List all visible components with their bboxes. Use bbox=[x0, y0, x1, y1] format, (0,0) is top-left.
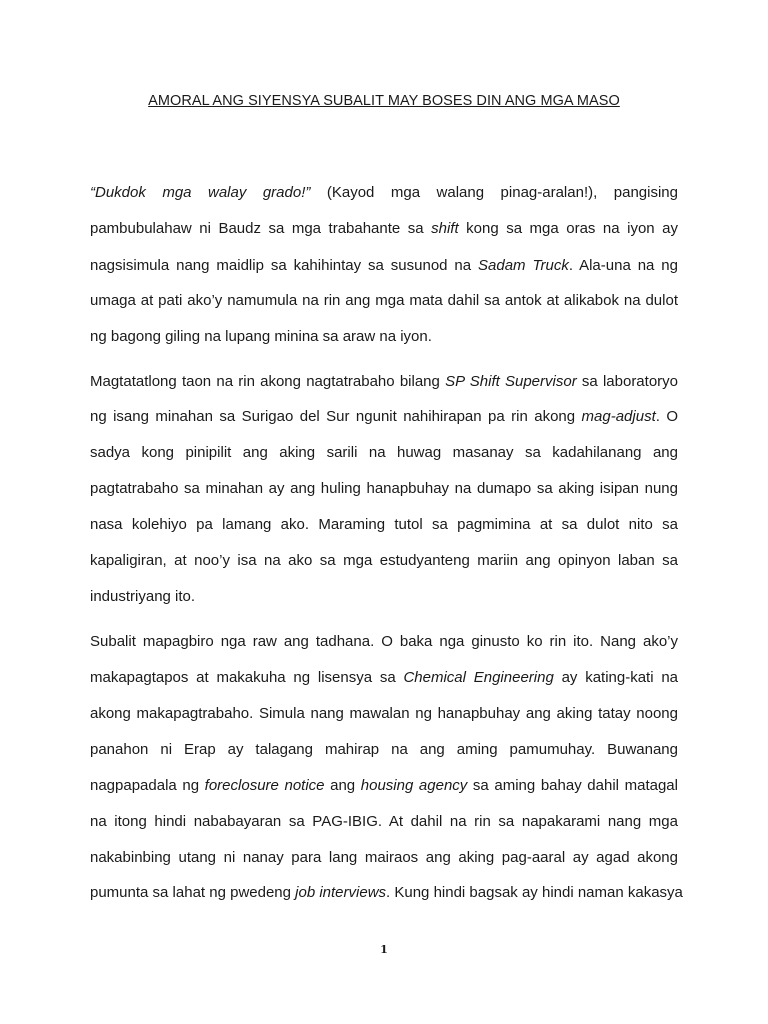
paragraph-1-line-2 bbox=[90, 219, 678, 239]
paragraph-1-line-4 bbox=[90, 291, 678, 311]
paragraph-2-line-1 bbox=[90, 372, 678, 392]
text-run: ay kating-kati na bbox=[553, 669, 679, 686]
paragraph-2-line-7 bbox=[90, 587, 678, 607]
text-run: industriyang ito. bbox=[90, 588, 196, 605]
text-run: ng isang minahan sa Surigao del Sur ngunit nahihirapan pa rin akong bbox=[90, 408, 582, 425]
italic-text-run: “Dukdok mga walay grado!” bbox=[90, 184, 311, 201]
text-run: kong sa mga oras na iyon ay bbox=[458, 220, 678, 237]
italic-text-run: foreclosure notice bbox=[204, 777, 325, 794]
text-run: nasa kolehiyo pa lamang ako. Maraming tutol sa pagmimina at sa dulot nito sa bbox=[90, 516, 678, 533]
text-run: na itong hindi nababayaran sa PAG-IBIG. At dahil na rin sa napakarami nang mga bbox=[90, 813, 678, 830]
paragraph-3-line-2 bbox=[90, 668, 678, 688]
paragraph-2-line-4 bbox=[90, 479, 678, 499]
italic-text-run: shift bbox=[431, 220, 459, 237]
text-run: sa aming bahay dahil matagal bbox=[467, 777, 678, 794]
paragraph-2-line-2 bbox=[90, 407, 678, 427]
paragraph-3-line-1 bbox=[90, 632, 678, 652]
paragraph-3-line-5 bbox=[90, 776, 678, 796]
italic-text-run: housing agency bbox=[360, 777, 468, 794]
paragraph-3-line-3 bbox=[90, 704, 678, 724]
page-number: 1 bbox=[380, 943, 388, 956]
text-run: pambubulahaw ni Baudz sa mga trabahante sa bbox=[90, 220, 432, 237]
text-run: pagtatrabaho sa minahan ay ang huling hanapbuhay na dumapo sa aking isipan nung bbox=[90, 480, 678, 497]
text-run: panahon ni Erap ay talagang mahirap na ang aming pamumuhay. Buwanang bbox=[90, 741, 678, 758]
text-run: nakabinbing utang ni nanay para lang mairaos ang aking pag-aaral ay agad akong bbox=[90, 849, 678, 866]
italic-text-run: Chemical Engineering bbox=[403, 669, 554, 686]
text-run: sadya kong pinipilit ang aking sarili na huwag masanay sa kadahilanang ang bbox=[90, 444, 678, 461]
text-run: Subalit mapagbiro nga raw ang tadhana. O baka nga ginusto ko rin ito. Nang ako’y bbox=[90, 633, 678, 650]
paragraph-2-line-3 bbox=[90, 443, 678, 463]
text-run: . Ala-una na ng bbox=[568, 257, 678, 274]
text-run: . Kung hindi bagsak ay hindi naman kakasya bbox=[386, 884, 683, 901]
document-title: AMORAL ANG SIYENSYA SUBALIT MAY BOSES DIN ANG MGA MASO bbox=[148, 93, 620, 109]
italic-text-run: SP Shift Supervisor bbox=[445, 373, 577, 390]
text-run: sa laboratoryo bbox=[576, 373, 678, 390]
paragraph-2-line-5 bbox=[90, 515, 678, 535]
text-run: pumunta sa lahat ng pwedeng bbox=[90, 884, 296, 901]
text-run: nagpapadala ng bbox=[90, 777, 205, 794]
text-run: . O bbox=[655, 408, 678, 425]
paragraph-1-line-1 bbox=[90, 183, 678, 203]
italic-text-run: job interviews bbox=[295, 884, 387, 901]
paragraph-1-line-3 bbox=[90, 256, 678, 276]
text-run: umaga at pati ako’y namumula na rin ang mga mata dahil sa antok at alikabok na dulot bbox=[90, 292, 678, 309]
text-run: ng bagong giling na lupang minina sa araw na iyon. bbox=[90, 328, 432, 345]
paragraph-1-line-5 bbox=[90, 327, 678, 347]
text-run: ang bbox=[324, 777, 361, 794]
text-run: (Kayod mga walang pinag-aralan!), pangising bbox=[310, 184, 678, 201]
text-run: makapagtapos at makakuha ng lisensya sa bbox=[90, 669, 404, 686]
paragraph-2-line-6 bbox=[90, 551, 678, 571]
paragraph-3-line-6 bbox=[90, 812, 678, 832]
text-run: Magtatatlong taon na rin akong nagtatrabaho bilang bbox=[90, 373, 446, 390]
text-run: kapaligiran, at noo’y isa na ako sa mga estudyanteng mariin ang opinyon laban sa bbox=[90, 552, 678, 569]
italic-text-run: Sadam Truck bbox=[478, 257, 569, 274]
paragraph-3-line-4 bbox=[90, 740, 678, 760]
text-run: nagsisimula nang maidlip sa kahihintay sa susunod na bbox=[90, 257, 479, 274]
paragraph-3-line-8 bbox=[90, 883, 683, 903]
italic-text-run: mag-adjust bbox=[581, 408, 656, 425]
text-run: akong makapagtrabaho. Simula nang mawalan ng hanapbuhay ang aking tatay noong bbox=[90, 705, 678, 722]
paragraph-3-line-7 bbox=[90, 848, 678, 868]
